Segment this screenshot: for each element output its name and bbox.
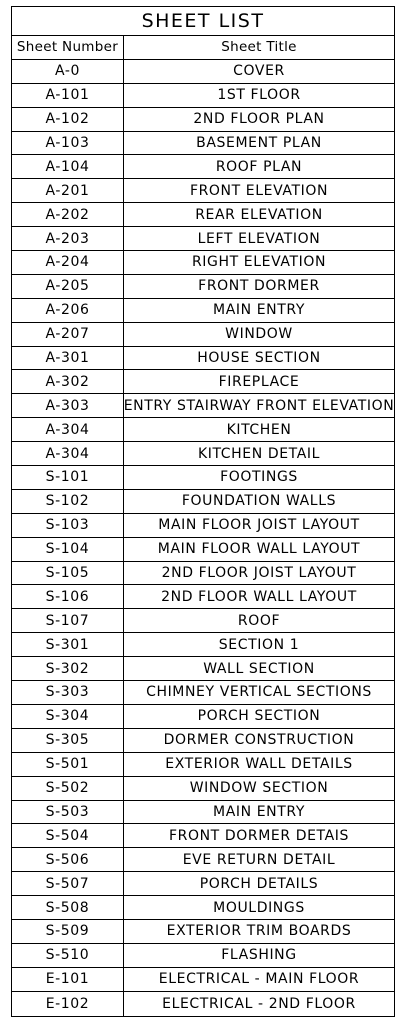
sheet-number-cell: A-202 xyxy=(12,203,124,226)
sheet-title-cell: SECTION 1 xyxy=(218,636,300,653)
sheet-title-cell: EXTERIOR TRIM BOARDS xyxy=(166,923,352,940)
table-row xyxy=(12,872,394,896)
sheet-number-cell: S-508 xyxy=(12,896,124,919)
sheet-number-cell: A-204 xyxy=(12,251,124,274)
sheet-title-cell: KITCHEN DETAIL xyxy=(197,445,321,462)
table-row xyxy=(12,418,394,442)
sheet-title-cell: FOOTINGS xyxy=(220,469,298,486)
sheet-title-cell: ENTRY STAIRWAY FRONT ELEVATION xyxy=(124,397,394,414)
sheet-number-cell: S-301 xyxy=(12,633,124,656)
table-row xyxy=(12,514,394,538)
sheet-number-cell: S-102 xyxy=(12,490,124,513)
sheet-title-cell: ELECTRICAL - MAIN FLOOR xyxy=(158,971,360,988)
table-row xyxy=(12,633,394,657)
sheet-title-cell: FLASHING xyxy=(221,947,297,964)
sheet-title-cell: PORCH DETAILS xyxy=(199,875,319,892)
sheet-number-cell: A-201 xyxy=(12,179,124,202)
sheet-number-cell: A-302 xyxy=(12,370,124,393)
header-sheet-number: Sheet Number xyxy=(12,36,124,59)
table-row xyxy=(12,777,394,801)
table-row xyxy=(12,490,394,514)
sheet-number-cell: S-509 xyxy=(12,920,124,943)
sheet-number-cell: S-303 xyxy=(12,681,124,704)
table-row xyxy=(12,370,394,394)
sheet-number-cell: S-104 xyxy=(12,538,124,561)
table-row xyxy=(12,84,394,108)
sheet-title-cell: ROOF xyxy=(237,612,281,629)
sheet-number-cell: A-103 xyxy=(12,132,124,155)
sheet-title-cell: WINDOW SECTION xyxy=(189,780,329,797)
table-row xyxy=(12,227,394,251)
sheet-title-cell: MOULDINGS xyxy=(213,899,305,916)
sheet-number-cell: A-203 xyxy=(12,227,124,250)
sheet-number-cell: S-304 xyxy=(12,705,124,728)
table-row xyxy=(12,609,394,633)
table-row xyxy=(12,466,394,490)
sheet-number-cell: S-503 xyxy=(12,801,124,824)
sheet-number-cell: S-507 xyxy=(12,872,124,895)
table-row xyxy=(12,681,394,705)
table-row xyxy=(12,585,394,609)
sheet-number-cell: A-205 xyxy=(12,275,124,298)
table-row xyxy=(12,323,394,347)
sheet-number-cell: S-504 xyxy=(12,824,124,847)
sheet-title-cell: MAIN FLOOR WALL LAYOUT xyxy=(157,541,361,558)
sheet-title-cell: BASEMENT PLAN xyxy=(196,135,322,151)
sheet-number-cell: S-501 xyxy=(12,753,124,776)
sheet-title-cell: RIGHT ELEVATION xyxy=(191,254,327,271)
sheet-title-cell: ROOF PLAN xyxy=(215,158,303,175)
sheet-title-cell: 1ST FLOOR xyxy=(217,87,301,104)
sheet-number-cell: S-305 xyxy=(12,729,124,752)
sheet-title-cell: EXTERIOR WALL DETAILS xyxy=(165,756,353,773)
sheet-title-cell: MAIN ENTRY xyxy=(213,302,305,319)
sheet-number-cell: A-0 xyxy=(12,60,124,83)
sheet-number-cell: S-506 xyxy=(12,848,124,871)
table-row xyxy=(12,944,394,968)
sheet-number-cell: S-107 xyxy=(12,609,124,632)
table-row xyxy=(12,562,394,586)
table-row xyxy=(12,538,394,562)
sheet-number-cell: A-206 xyxy=(12,299,124,322)
table-row xyxy=(12,251,394,275)
sheet-title-cell: PORCH SECTION xyxy=(197,708,321,725)
sheet-list-table xyxy=(11,6,395,1017)
sheet-title-cell: LEFT ELEVATION xyxy=(197,230,321,247)
table-row xyxy=(12,179,394,203)
sheet-title-cell: REAR ELEVATION xyxy=(195,206,323,223)
sheet-number-cell: E-101 xyxy=(12,968,124,991)
table-row xyxy=(12,203,394,227)
sheet-number-cell: S-101 xyxy=(12,466,124,489)
table-row xyxy=(12,442,394,466)
table-row xyxy=(12,801,394,825)
sheet-title-cell: FRONT DORMER xyxy=(198,278,320,295)
table-row xyxy=(12,705,394,729)
sheet-number-cell: S-106 xyxy=(12,585,124,608)
sheet-number-cell: A-301 xyxy=(12,347,124,370)
sheet-title-cell: WINDOW xyxy=(225,326,293,343)
sheet-title-cell: 2ND FLOOR JOIST LAYOUT xyxy=(161,565,357,582)
sheet-title-cell: WALL SECTION xyxy=(203,660,315,677)
sheet-number-cell: A-102 xyxy=(12,108,124,131)
sheet-title-cell: EVE RETURN DETAIL xyxy=(182,851,336,868)
table-row xyxy=(12,968,394,992)
table-row xyxy=(12,753,394,777)
sheet-title-cell: FRONT DORMER DETAIS xyxy=(169,827,349,844)
sheet-number-cell: A-304 xyxy=(12,442,124,465)
header-sheet-title: Sheet Title xyxy=(221,39,297,56)
sheet-number-cell: A-303 xyxy=(12,394,124,417)
table-row xyxy=(12,275,394,299)
table-row xyxy=(12,920,394,944)
table-row xyxy=(12,394,394,418)
sheet-number-cell: S-510 xyxy=(12,944,124,967)
sheet-title-cell: COVER xyxy=(233,63,285,80)
table-row xyxy=(12,729,394,753)
table-row xyxy=(12,155,394,179)
table-row xyxy=(12,132,394,156)
table-row xyxy=(12,896,394,920)
sheet-title-cell: FRONT ELEVATION xyxy=(189,182,329,199)
table-row xyxy=(12,108,394,132)
sheet-number-cell: S-302 xyxy=(12,657,124,680)
sheet-title-cell: MAIN FLOOR JOIST LAYOUT xyxy=(158,517,360,534)
table-title: SHEET LIST xyxy=(12,7,394,36)
table-body xyxy=(12,60,394,1016)
table-row xyxy=(12,657,394,681)
sheet-number-cell: A-104 xyxy=(12,155,124,178)
table-row xyxy=(12,992,394,1016)
sheet-title-cell: FIREPLACE xyxy=(218,373,300,390)
sheet-title-cell: 2ND FLOOR PLAN xyxy=(193,111,325,128)
sheet-number-cell: A-304 xyxy=(12,418,124,441)
table-row xyxy=(12,347,394,371)
table-row xyxy=(12,848,394,872)
sheet-number-cell: A-207 xyxy=(12,323,124,346)
sheet-number-cell: S-502 xyxy=(12,777,124,800)
sheet-title-cell: CHIMNEY VERTICAL SECTIONS xyxy=(146,684,372,701)
sheet-title-cell: FOUNDATION WALLS xyxy=(181,493,337,510)
sheet-title-cell: 2ND FLOOR WALL LAYOUT xyxy=(161,588,357,605)
sheet-title-cell: DORMER CONSTRUCTION xyxy=(163,732,355,749)
sheet-number-cell: E-102 xyxy=(12,992,124,1016)
sheet-number-cell: A-101 xyxy=(12,84,124,107)
sheet-number-cell: S-103 xyxy=(12,514,124,537)
sheet-title-cell: MAIN ENTRY xyxy=(213,803,305,820)
sheet-title-cell: HOUSE SECTION xyxy=(197,350,321,367)
table-header-row xyxy=(12,36,394,60)
sheet-title-cell: ELECTRICAL - 2ND FLOOR xyxy=(162,995,356,1012)
sheet-title-cell: KITCHEN xyxy=(226,421,292,438)
table-row xyxy=(12,60,394,84)
table-row xyxy=(12,299,394,323)
table-row xyxy=(12,824,394,848)
sheet-number-cell: S-105 xyxy=(12,562,124,585)
